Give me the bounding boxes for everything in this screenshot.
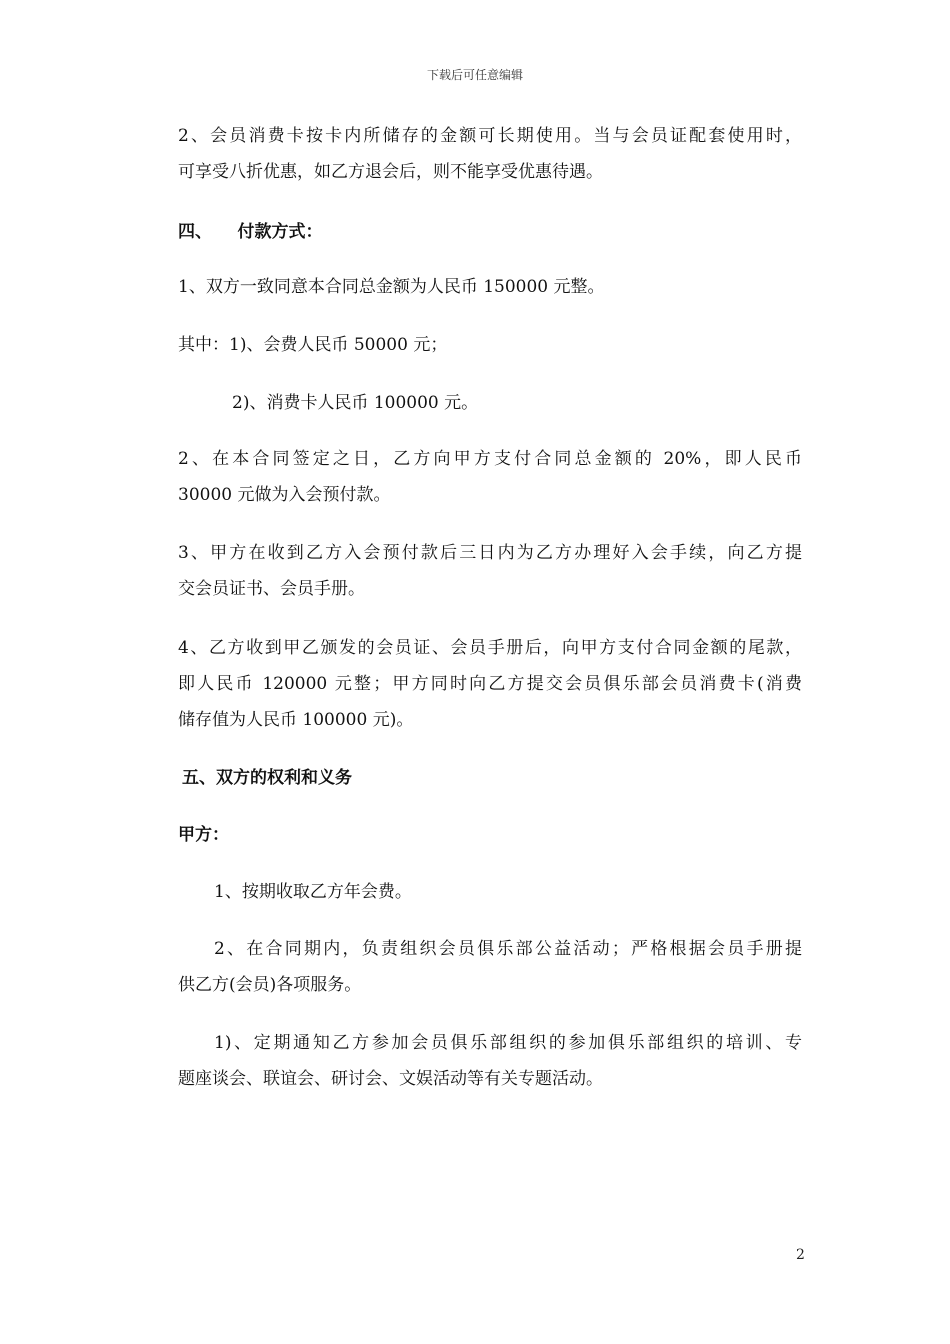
paragraph-line: 4、乙方收到甲乙颁发的会员证、会员手册后，向甲方支付合同金额的尾款，: [178, 638, 802, 658]
paragraph-procedures: [178, 535, 810, 607]
paragraph-membership-card: [178, 118, 810, 190]
party-a-label: [178, 817, 810, 853]
section-heading-payment: [178, 214, 810, 250]
paragraph-line: 其中：1)、会费人民币 50000 元；: [178, 335, 448, 355]
paragraph-club-activities: [178, 931, 810, 1003]
paragraph-final-payment: [178, 630, 810, 738]
paragraph-collect-fee: [178, 874, 846, 910]
paragraph-line: 2、会员消费卡按卡内所储存的金额可长期使用。当与会员证配套使用时，: [178, 126, 802, 146]
heading-text: 四、 付款方式：: [178, 222, 323, 242]
section-heading-rights: [182, 760, 814, 796]
paragraph-line: 供乙方(会员)各项服务。: [178, 975, 362, 995]
paragraph-deposit: [178, 441, 810, 513]
paragraph-line: 2、在合同期内，负责组织会员俱乐部公益活动；严格根据会员手册提: [214, 939, 802, 959]
paragraph-line: 1、按期收取乙方年会费。: [214, 882, 412, 902]
paragraph-line: 30000 元做为入会预付款。: [178, 485, 391, 505]
paragraph-line: 即人民币 120000 元整；甲方同时向乙方提交会员俱乐部会员消费卡(消费: [178, 674, 802, 694]
paragraph-line: 储存值为人民币 100000 元)。: [178, 710, 414, 730]
paragraph-line: 2、在本合同签定之日，乙方向甲方支付合同总金额的 20%，即人民币: [178, 449, 802, 469]
paragraph-line: 可享受八折优惠，如乙方退会后，则不能享受优惠待遇。: [178, 162, 603, 182]
heading-text: 甲方：: [178, 825, 229, 845]
page-header: 下载后可任意编辑: [426, 68, 523, 82]
paragraph-line: 题座谈会、联谊会、研讨会、文娱活动等有关专题活动。: [178, 1069, 603, 1089]
paragraph-line: 交会员证书、会员手册。: [178, 579, 365, 599]
heading-text: 五、双方的权利和义务: [182, 768, 352, 788]
paragraph-card-fee: [178, 385, 864, 421]
paragraph-total-amount: [178, 269, 810, 305]
paragraph-line: 1)、定期通知乙方参加会员俱乐部组织的参加俱乐部组织的培训、专: [214, 1033, 802, 1053]
paragraph-membership-fee: [178, 327, 810, 363]
page-number: 2: [796, 1247, 805, 1263]
paragraph-notifications: [178, 1025, 810, 1097]
paragraph-line: 2)、消费卡人民币 100000 元。: [232, 393, 479, 413]
paragraph-line: 1、双方一致同意本合同总金额为人民币 150000 元整。: [178, 277, 605, 297]
paragraph-line: 3、甲方在收到乙方入会预付款后三日内为乙方办理好入会手续，向乙方提: [178, 543, 802, 563]
